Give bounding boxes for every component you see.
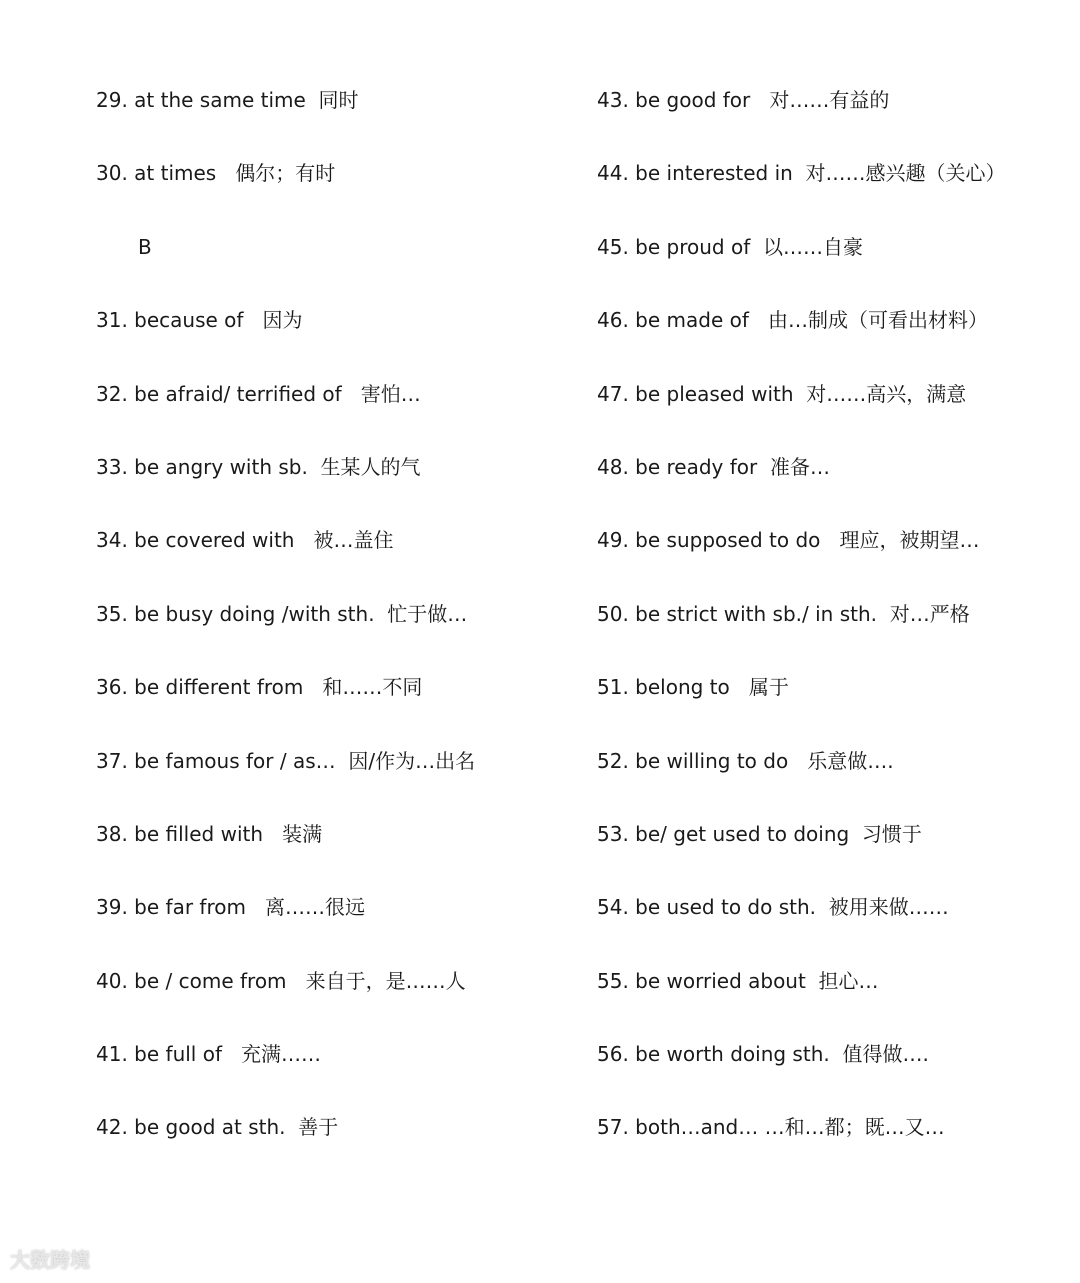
phrase-item: 53. be/ get used to doing 习惯于	[597, 821, 922, 846]
phrase-item: 29. at the same time 同时	[96, 88, 359, 112]
phrase-item: 54. be used to do sth. 被用来做……	[597, 895, 949, 920]
phrase-item: 55. be worried about 担心…	[597, 968, 879, 993]
phrase-item: 38. be filled with 装满	[96, 821, 323, 846]
phrase-item: 48. be ready for 准备…	[597, 454, 830, 479]
phrase-item: 46. be made of 由…制成（可看出材料）	[597, 308, 988, 333]
phrase-item: 36. be different from 和……不同	[96, 675, 423, 700]
left-column	[96, 86, 475, 1187]
phrase-item: 45. be proud of 以……自豪	[597, 234, 863, 259]
phrase-item: 43. be good for 对……有益的	[597, 88, 890, 112]
phrase-item: 56. be worth doing sth. 值得做….	[597, 1042, 929, 1067]
phrase-item: 50. be strict with sb./ in sth. 对…严格	[597, 601, 970, 626]
phrase-item: 39. be far from 离……很远	[96, 895, 366, 920]
phrase-item: 44. be interested in 对……感兴趣（关心）	[597, 161, 1006, 186]
phrase-item: 49. be supposed to do 理应，被期望…	[597, 528, 980, 553]
phrase-item: 57. both…and… …和…都；既…又…	[597, 1115, 945, 1140]
phrase-item: 32. be afraid/ terrified of 害怕…	[96, 381, 421, 406]
phrase-item: 31. because of 因为	[96, 308, 303, 333]
watermark-logo	[10, 1244, 90, 1273]
phrase-item: 41. be full of 充满……	[96, 1042, 322, 1067]
watermark-text: 大数跨境	[10, 1248, 90, 1272]
right-column	[597, 86, 1006, 1187]
phrase-item: 33. be angry with sb. 生某人的气	[96, 454, 421, 479]
phrase-item: 51. belong to 属于	[597, 675, 789, 700]
phrase-item: 35. be busy doing /with sth. 忙于做…	[96, 601, 468, 626]
phrase-item: 47. be pleased with 对……高兴，满意	[597, 381, 967, 406]
phrase-item: 34. be covered with 被…盖住	[96, 528, 394, 553]
phrase-item: 40. be / come from 来自于，是……人	[96, 968, 466, 993]
section-heading: B	[138, 234, 152, 259]
phrase-item: 52. be willing to do 乐意做….	[597, 748, 894, 773]
phrase-item: 37. be famous for / as… 因/作为…出名	[96, 748, 476, 773]
phrase-item: 30. at times 偶尔；有时	[96, 161, 336, 186]
phrase-item: 42. be good at sth. 善于	[96, 1115, 339, 1140]
